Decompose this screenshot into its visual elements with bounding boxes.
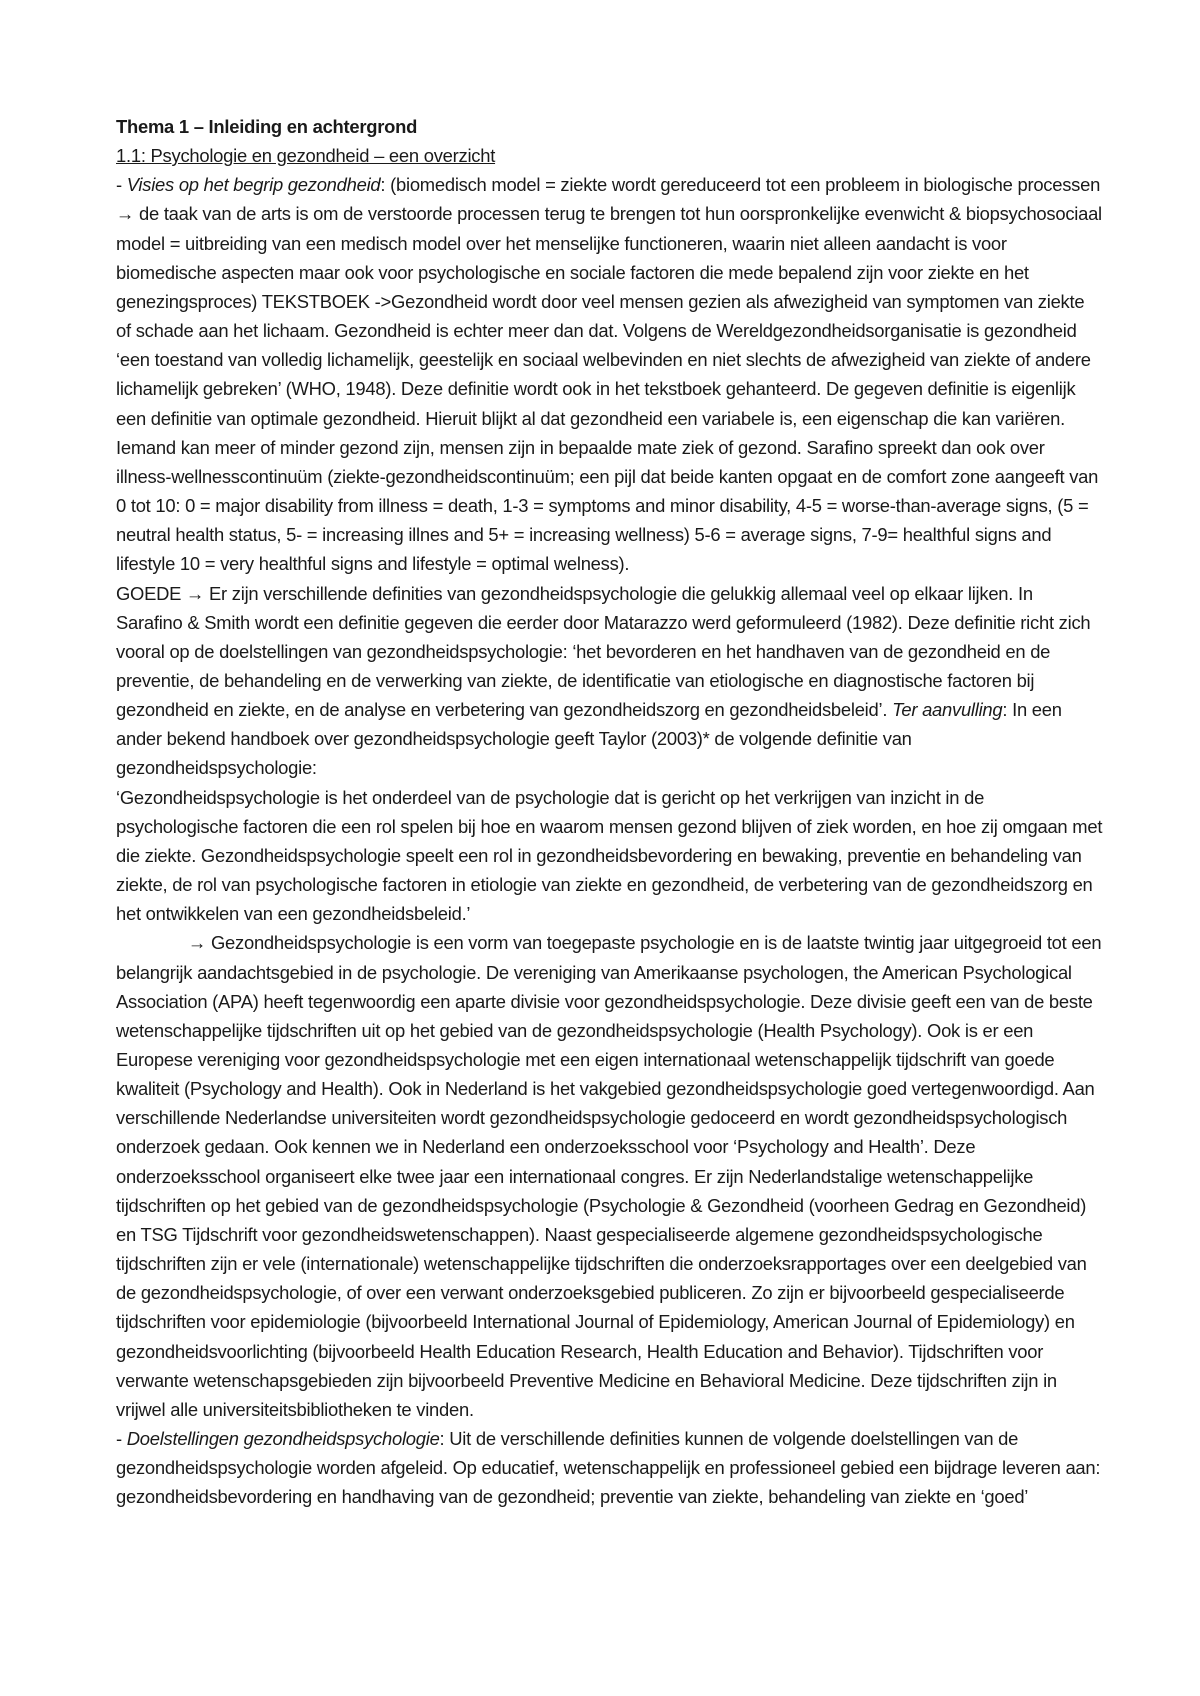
paragraph-goede [116, 579, 1104, 783]
bullet-prefix: - [116, 1428, 127, 1450]
paragraph-doelstellingen-text: : Uit de verschillende definities kunnen de volgende doelstellingen van de gezondheidspsychologie worden afgeleid. Op educatief, wetenschappelijk en professioneel gebied een bijdrage leveren aan: gezondheidsbevordering en handhaving van de gezondheid; preventie van ziekte, behandeling van ziekte en ‘goed’ [116, 1428, 1101, 1508]
document-page [116, 112, 1104, 1512]
paragraph-visies [116, 170, 1104, 578]
paragraph-toegepaste-psychologie: → Gezondheidspsychologie is een vorm van toegepaste psychologie en is de laatste twintig jaar uitgegroeid tot een belangrijk aandachtsgebied in de psychologie. De vereniging van Amerikaanse psychologen, the American Psychological Association (APA) heeft tegenwoordig een aparte divisie voor gezondheidspsychologie. Deze divisie geeft een van de beste wetenschappelijke tijdschriften uit op het gebied van de gezondheidspsychologie (Health Psychology). Ook is er een Europese vereniging voor gezondheidspsychologie met een eigen internationaal wetenschappelijk tijdschrift van goede kwaliteit (Psychology and Health). Ook in Nederland is het vakgebied gezondheidspsychologie goed vertegenwoordigd. Aan verschillende Nederlandse universiteiten wordt gezondheidspsychologie gedoceerd en wordt gezondheidspsychologisch onderzoek gedaan. Ook kennen we in Nederland een onderzoeksschool voor ‘Psychology and Health’. Deze onderzoeksschool organiseert elke twee jaar een internationaal congres. Er zijn Nederlandstalige wetenschappelijke tijdschriften op het gebied van de gezondheidspsychologie (Psychologie & Gezondheid (voorheen Gedrag en Gezondheid) en TSG Tijdschrift voor gezondheidswetenschappen). Naast gespecialiseerde algemene gezondheidspsychologische tijdschriften zijn er vele (internationale) wetenschappelijke tijdschriften die onderzoeksrapportages over een deelgebied van de gezondheidspsychologie, of over een verwant onderzoeksgebied publiceren. Zo zijn er bijvoorbeeld gespecialiseerde tijdschriften voor epidemiologie (bijvoorbeeld International Journal of Epidemiology, American Journal of Epidemiology) en gezondheidsvoorlichting (bijvoorbeeld Health Education Research, Health Education and Behavior). Tijdschriften voor verwante wetenschapsgebieden zijn bijvoorbeeld Preventive Medicine en Behavioral Medicine. Deze tijdschriften zijn in vrijwel alle universiteitsbibliotheken te vinden. [116, 932, 1102, 1420]
quote-taylor: ‘Gezondheidspsychologie is het onderdeel van de psychologie dat is gericht op het verkrijgen van inzicht in de psychologische factoren die een rol spelen bij hoe en waarom mensen gezond blijven of ziek worden, en hoe zij omgaan met die ziekte. Gezondheidspsychologie speelt een rol in gezondheidsbevordering en bewaking, preventie en behandeling van ziekte, de rol van psychologische factoren in etiologie van ziekte en gezondheid, de verbetering van de gezondheidszorg en het ontwikkelen van een gezondheidsbeleid.’ [116, 786, 1103, 925]
section-heading: 1.1: Psychologie en gezondheid – een overzicht [116, 145, 496, 167]
paragraph-doelstellingen [116, 1424, 1104, 1511]
term-doelstellingen: Doelstellingen gezondheidspsychologie [126, 1428, 440, 1450]
chapter-heading: Thema 1 – Inleiding en achtergrond [116, 116, 418, 137]
term-visies: Visies op het begrip gezondheid [126, 174, 381, 196]
paragraph-goede-text: GOEDE → Er zijn verschillende definities van gezondheidspsychologie die gelukkig allemaal veel op elkaar lijken. In Sarafino & Smith wordt een definitie gegeven die eerder door Matarazzo werd geformuleerd (1982). Deze definitie richt zich vooral op de doelstellingen van gezondheidspsychologie: ‘het bevorderen en het handhaven van de gezondheid en de preventie, de behandeling en de verwerking van ziekte, de identificatie van etiologische en diagnostische factoren bij gezondheid en ziekte, en de analyse en verbetering van gezondheidszorg en gezondheidsbeleid’. [116, 582, 1091, 721]
paragraph-goede-text-2: : In een ander bekend handboek over gezondheidspsychologie geeft Taylor (2003)* de volgende definitie van gezondheidspsychologie: [116, 699, 1062, 779]
paragraph-visies-text: : (biomedisch model = ziekte wordt gereduceerd tot een probleem in biologische processen → de taak van de arts is om de verstoorde processen terug te brengen tot hun oorspronkelijke evenwicht & biopsychosociaal model = uitbreiding van een medisch model over het menselijke functioneren, waarin niet alleen aandacht is voor biomedische aspecten maar ook voor psychologische en sociale factoren die mede bepalend zijn voor ziekte en het genezingsproces) TEKSTBOEK ->Gezondheid wordt door veel mensen gezien als afwezigheid van symptomen van ziekte of schade aan het lichaam. Gezondheid is echter meer dan dat. Volgens de Wereldgezondheidsorganisatie is gezondheid ‘een toestand van volledig lichamelijk, geestelijk en sociaal welbevinden en niet slechts de afwezigheid van ziekte of andere lichamelijk gebreken’ (WHO, 1948). Deze definitie wordt ook in het tekstboek gehanteerd. De gegeven definitie is eigenlijk een definitie van optimale gezondheid. Hieruit blijkt al dat gezondheid een variabele is, een eigenschap die kan variëren. Iemand kan meer of minder gezond zijn, mensen zijn in bepaalde mate ziek of gezond. Sarafino spreekt dan ook over illness-wellnesscontinuüm (ziekte-gezondheidscontinuüm; een pijl dat beide kanten opgaat en de comfort zone aangeeft van 0 tot 10: 0 = major disability from illness = death, 1-3 = symptoms and minor disability, 4-5 = worse-than-average signs, (5 = neutral health status, 5- = increasing illnes and 5+ = increasing wellness) 5-6 = average signs, 7-9= healthful signs and lifestyle 10 = very healthful signs and lifestyle = optimal welness). [116, 174, 1102, 575]
term-ter-aanvulling: Ter aanvulling [892, 699, 1003, 721]
bullet-prefix: - [116, 174, 127, 196]
